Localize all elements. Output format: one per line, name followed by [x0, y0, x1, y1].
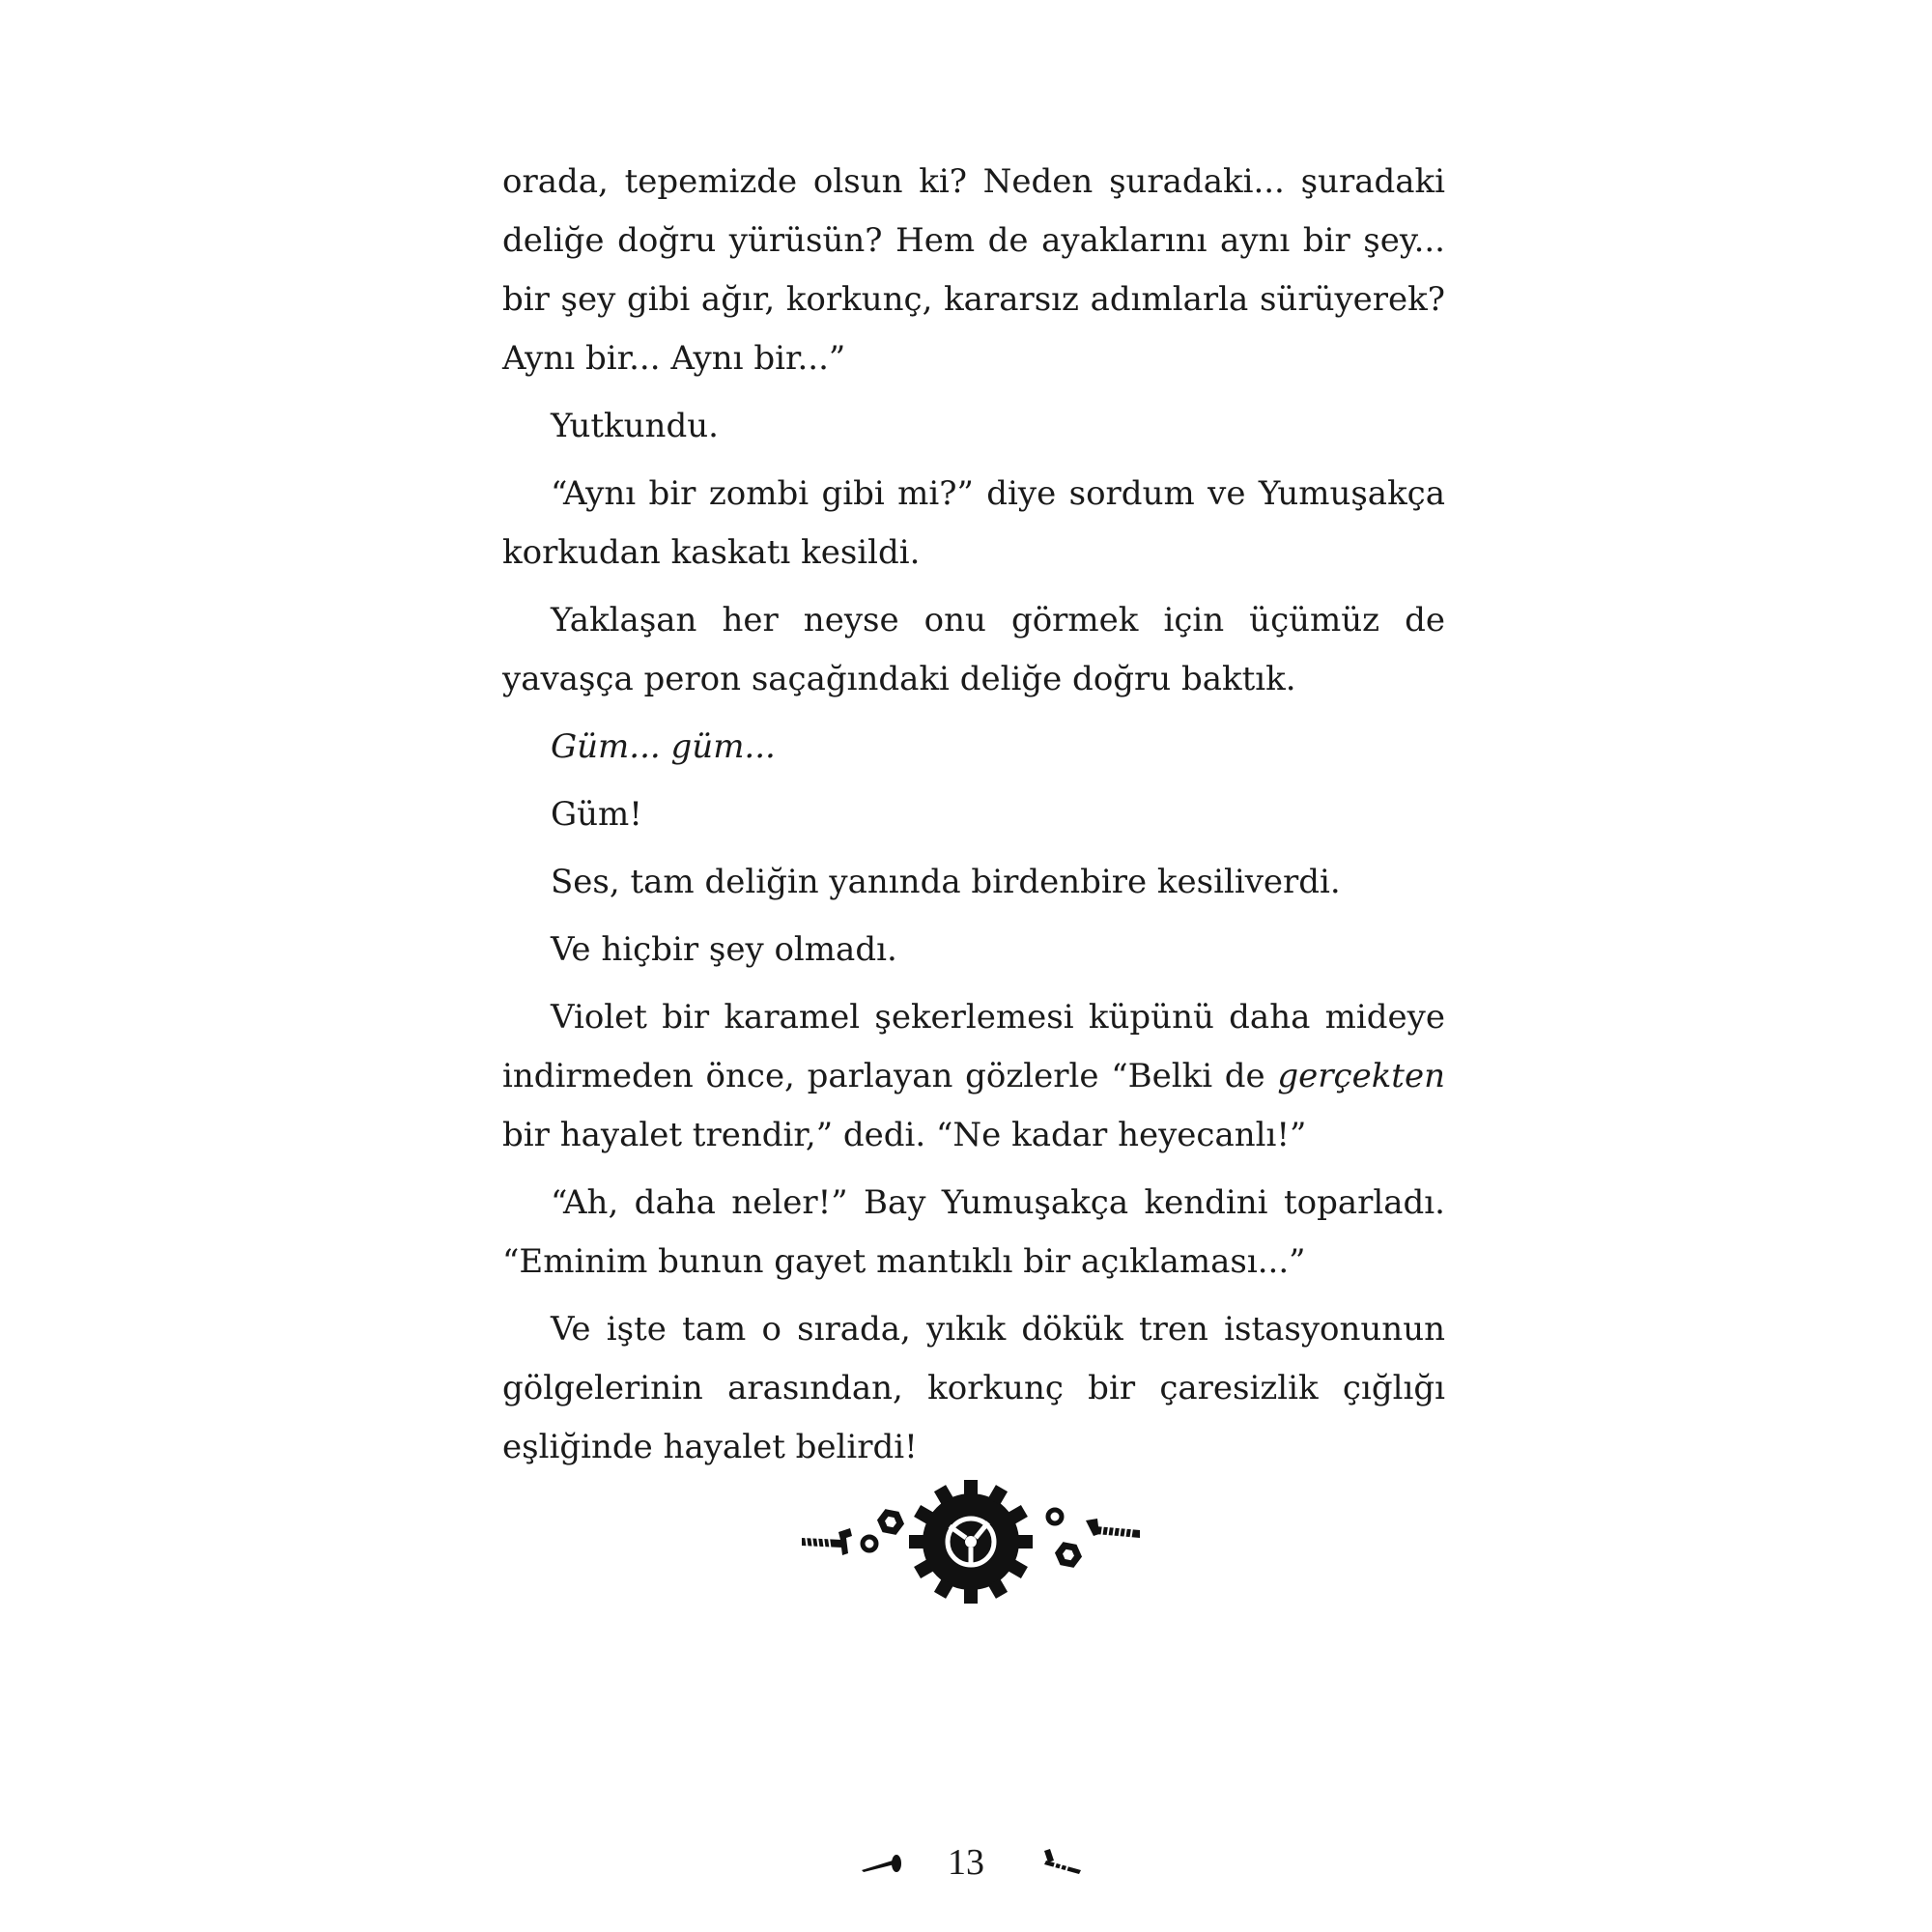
- paragraph-9-emphasis: gerçekten: [1277, 1057, 1445, 1095]
- paragraph-9-after: bir hayalet trendir,” dedi. “Ne kadar heyecanlı!”: [502, 1116, 1307, 1154]
- paragraph-9: [502, 988, 1445, 1165]
- paragraph-6: Güm!: [551, 795, 642, 834]
- screw-icon: [860, 1849, 906, 1876]
- page-footer: [0, 1835, 1932, 1893]
- paragraph-2: Yutkundu.: [551, 407, 719, 445]
- paragraph-9-before: Violet bir karamel şekerlemesi küpünü daha mideye indirmeden önce, parlayan gözlerle “Belki de: [502, 998, 1445, 1095]
- page-body: [502, 153, 1445, 1486]
- paragraph-1: orada, tepemizde olsun ki? Neden şuradaki... şuradaki deliğe doğru yürüsün? Hem de ayaklarını aynı bir şey... bir şey gibi ağır, korkunç, kararsız adımlarla sürüyerek? Aynı bir... Aynı bir...”: [502, 162, 1445, 378]
- paragraph-5-italic: [502, 718, 1445, 777]
- sound-effect-italic: Güm... güm...: [551, 727, 776, 766]
- paragraph-10: “Ah, daha neler!” Bay Yumuşakça kendini toparladı. “Eminim bunun gayet mantıklı bir açıklaması...”: [502, 1183, 1445, 1281]
- paragraph-11: Ve işte tam o sırada, yıkık dökük tren istasyonunun gölgelerinin arasından, korkunç bir çaresizlik çığlığı eşliğinde hayalet belirdi!: [502, 1310, 1445, 1466]
- paragraph-4: Yaklaşan her neyse onu görmek için üçümüz de yavaşça peron saçağındaki deliğe doğru baktık.: [502, 601, 1445, 698]
- paragraph-8: Ve hiçbir şey olmadı.: [551, 930, 897, 969]
- bolt-icon: [1038, 1847, 1085, 1876]
- page-number: 13: [948, 1842, 984, 1883]
- paragraph-7: Ses, tam deliğin yanında birdenbire kesiliverdi.: [551, 863, 1341, 901]
- gear-and-bolts-ornament-icon: [792, 1478, 1150, 1613]
- paragraph-3: “Aynı bir zombi gibi mi?” diye sordum ve Yumuşakça korkudan kaskatı kesildi.: [502, 474, 1445, 572]
